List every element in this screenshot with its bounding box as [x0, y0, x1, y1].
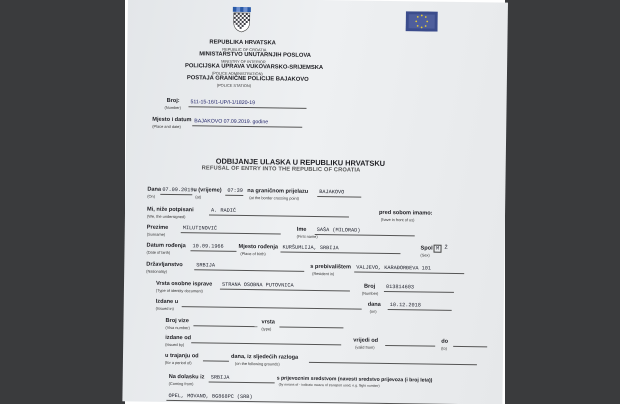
days-label-en: (on the following grounds): [234, 360, 280, 367]
residence-label-en: (Resident in): [312, 270, 335, 277]
surname-label: Prezime: [146, 224, 169, 231]
entry-date-value: 07.09.2019.: [162, 186, 197, 194]
header-ministry: MINISTARSTVO UNUTARNJIH POSLOVA: [199, 51, 312, 59]
sex-option-z: Ž: [444, 244, 448, 251]
crossing-label-en: (at the border crossing point): [249, 195, 300, 201]
doc-issued-label: Izdane u: [155, 298, 179, 306]
first-name-label: Ime: [296, 226, 307, 233]
broj-label-en: (Number): [164, 104, 181, 111]
title-hr: ODBIJANJE ULASKA U REPUBLIKU HRVATSKU: [215, 156, 386, 168]
visa-valid-from-label-en: (valid from): [355, 344, 375, 350]
dob-value: 10.09.1966: [192, 243, 224, 250]
broj-value: 511-15-16/1-UP/I-1/1820-19: [190, 99, 256, 107]
before-label: pred sobom imamo:: [378, 209, 433, 217]
dana-label-en: (On): [147, 193, 156, 199]
first-name-value: SAŠA (MILORAD): [316, 227, 361, 234]
visa-number-label: Broj vize: [165, 317, 189, 325]
sex-label-en: (Sex): [420, 252, 430, 258]
pob-label: Mjesto rođenja: [238, 243, 279, 251]
doc-type-value: STRANA OSOBNA PUTOVNICA: [221, 281, 294, 289]
time-label: u (vrijeme): [193, 187, 222, 194]
doc-on-label-en: (on): [369, 308, 377, 314]
doc-on-label: dana: [367, 301, 381, 308]
doc-issued-label-en: (Issued in): [155, 305, 174, 312]
title-en: REFUSAL OF ENTRY INTO THE REPUBLIC OF CROATIA: [201, 165, 361, 174]
nationality-value: SRBIJA: [196, 262, 216, 269]
sex-option-m: M: [433, 245, 441, 253]
visa-issued-label-en: (issued by): [165, 341, 185, 348]
visa-type-label: vrsta: [261, 319, 275, 326]
visa-to-label-en: (to): [441, 345, 448, 351]
officer-label-en: (We, the undersigned): [146, 213, 186, 220]
first-name-label-en: (First name): [296, 233, 318, 240]
before-label-en: (have in front of us): [380, 216, 415, 223]
broj-label: Broj:: [166, 97, 180, 105]
header-country-en: REPUBLIC OF CROATIA: [222, 46, 267, 53]
visa-issued-label: izdane od: [165, 334, 192, 342]
header-ministry-en: MINISTRY OF INTERIOR: [221, 58, 266, 65]
from-label-en: (Coming from): [168, 380, 194, 387]
vehicle-value: OPEL, MOVANO, BG868PC (SRB): [168, 392, 253, 401]
dob-label: Datum rođenja: [146, 242, 186, 250]
residence-value: VALJEVO, KARAĐORĐEVA 101: [356, 264, 432, 272]
eu-flag-icon: [406, 11, 438, 31]
place-date-value: BAJAKOVO 07.09.2019. godine: [194, 118, 269, 126]
from-label: Na dolasku iz: [168, 373, 205, 381]
officer-value: A. RADIĆ: [211, 207, 236, 214]
visa-valid-from-label: vrijedi od: [353, 337, 379, 344]
transport-label: s prijevoznim sredstvom (navesti sredstvo prijevoza (i broj leta)): [276, 375, 433, 384]
doc-on-value: 10.12.2018: [389, 302, 421, 309]
duration-label: u trajanju od: [164, 352, 199, 360]
visa-number-label-en: (Visa number): [165, 324, 190, 331]
duration-label-en: (for a period of): [164, 359, 192, 366]
officer-label: Mi, niže potpisani: [147, 206, 194, 214]
doc-type-label: Vrsta osobne isprave: [155, 280, 213, 288]
from-value: SRBIJA: [210, 374, 230, 381]
place-date-label: Mjesto i datum: [152, 116, 192, 124]
doc-type-label-en: (Type of identity document): [155, 287, 203, 294]
dark-background-right: [505, 0, 620, 404]
surname-value: MILUTINOVIĆ: [182, 225, 218, 232]
visa-type-label-en: (type): [261, 326, 272, 332]
doc-number-value: 013814603: [385, 283, 415, 291]
surname-label-en: (Surname): [146, 231, 166, 237]
days-label: dana, iz sljedećih razloga: [230, 353, 299, 361]
crossing-label: na graničnom prijelazu: [247, 188, 309, 195]
header-police-admin: POLICIJSKA UPRAVA VUKOVARSKO-SRIJEMSKA: [185, 63, 324, 72]
doc-number-label: Broj: [363, 283, 376, 290]
sex-label: Spol: [420, 245, 433, 252]
visa-to-label: do: [441, 338, 449, 345]
header-station-en: (POLICE STATION): [216, 82, 252, 89]
croatian-coat-of-arms-icon: [232, 7, 252, 33]
header-country: REPUBLIKA HRVATSKA: [209, 39, 276, 47]
nationality-label-en: (Nationality): [146, 268, 167, 274]
dark-background-left: [0, 0, 125, 404]
entry-time-value: 07:39: [227, 187, 243, 194]
header-station: POSTAJA GRANIČNE POLICIJE BAJAKOVO: [186, 75, 309, 83]
dob-label-en: (Date of birth): [146, 249, 171, 255]
doc-number-label-en: (Number): [361, 290, 379, 296]
nationality-label: Državljanstvo: [146, 261, 183, 269]
refusal-of-entry-form: [122, 0, 508, 404]
pob-label-en: (Place of birth): [240, 250, 266, 257]
header-police-admin-en: (POLICE ADMINISTRATION): [211, 70, 263, 77]
residence-label: s prebivalištem: [310, 263, 352, 271]
dana-label: Dana: [147, 186, 162, 193]
transport-label-en: (by means of - indicate means of transport used, e.g. flight number): [278, 382, 380, 388]
place-date-label-en: (Place and date): [152, 123, 181, 130]
time-label-en: (at): [195, 194, 202, 200]
crossing-value: BAJAKOVO: [319, 189, 345, 196]
pob-value: KURŠUMLIJA, SRBIJA: [282, 244, 339, 252]
